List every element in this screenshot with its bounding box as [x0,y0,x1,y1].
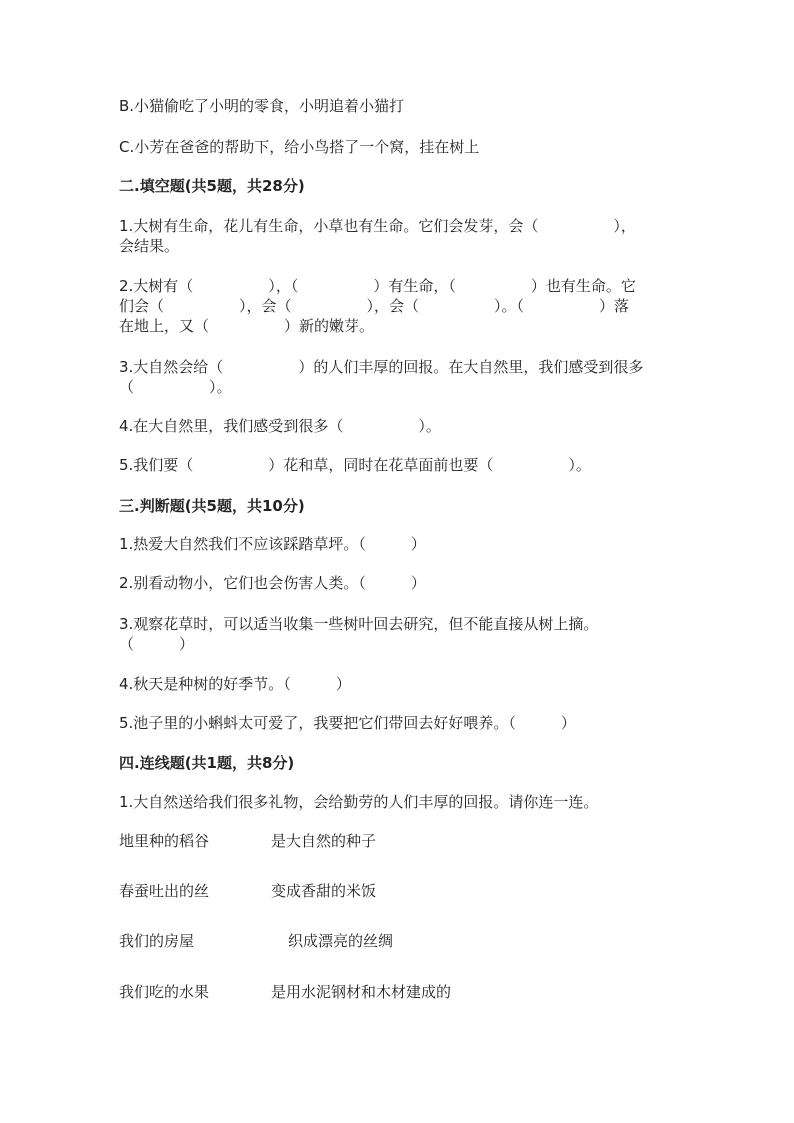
fill-q1-line1: 1.大树有生命，花儿有生命，小草也有生命。它们会发芽，会（ ）， [119,217,636,235]
judge-q2: 2.别看动物小，它们也会伤害人类。（ ） [119,574,426,592]
fill-q4: 4.在大自然里，我们感受到很多（ ）。 [119,417,441,435]
section-heading-judge: 三.判断题(共5题，共10分) [119,497,305,515]
match-q1: 1.大自然送给我们很多礼物，会给勤劳的人们丰厚的回报。请你连一连。 [119,793,599,811]
section-heading-match: 四.连线题(共1题，共8分) [119,754,295,772]
judge-q4: 4.秋天是种树的好季节。（ ） [119,675,351,693]
match-right-2: 变成香甜的米饭 [271,882,377,900]
match-left-1: 地里种的稻谷 [119,832,210,850]
fill-q1-line2: 会结果。 [119,237,180,255]
fill-q2-line2: 们会（ ），会（ ），会（ ）。（ ）落 [119,297,630,315]
judge-q3-line2: （ ） [119,635,195,653]
option-b: B.小猫偷吃了小明的零食，小明追着小猫打 [119,97,405,115]
fill-q2-line3: 在地上，又（ ）新的嫩芽。 [119,317,375,335]
fill-q3-line2: （ ）。 [119,378,232,396]
judge-q1: 1.热爱大自然我们不应该踩踏草坪。（ ） [119,535,426,553]
match-right-4: 是用水泥钢材和木材建成的 [271,983,452,1001]
judge-q5: 5.池子里的小蝌蚪太可爱了，我要把它们带回去好好喂养。（ ） [119,714,576,732]
judge-q3-line1: 3.观察花草时，可以适当收集一些树叶回去研究，但不能直接从树上摘。 [119,615,599,633]
option-c: C.小芳在爸爸的帮助下，给小鸟搭了一个窝，挂在树上 [119,138,480,156]
fill-q3-line1: 3.大自然会给（ ）的人们丰厚的回报。在大自然里，我们感受到很多 [119,358,644,376]
match-left-4: 我们吃的水果 [119,983,210,1001]
fill-q5: 5.我们要（ ）花和草，同时在花草面前也要（ ）。 [119,456,591,474]
match-right-1: 是大自然的种子 [271,832,377,850]
match-right-3: 织成漂亮的丝绸 [288,932,394,950]
section-heading-fill-blank: 二.填空题(共5题，共28分) [119,177,305,195]
match-left-3: 我们的房屋 [119,932,195,950]
match-left-2: 春蚕吐出的丝 [119,882,210,900]
fill-q2-line1: 2.大树有（ ），（ ）有生命，（ ）也有生命。它 [119,277,636,295]
